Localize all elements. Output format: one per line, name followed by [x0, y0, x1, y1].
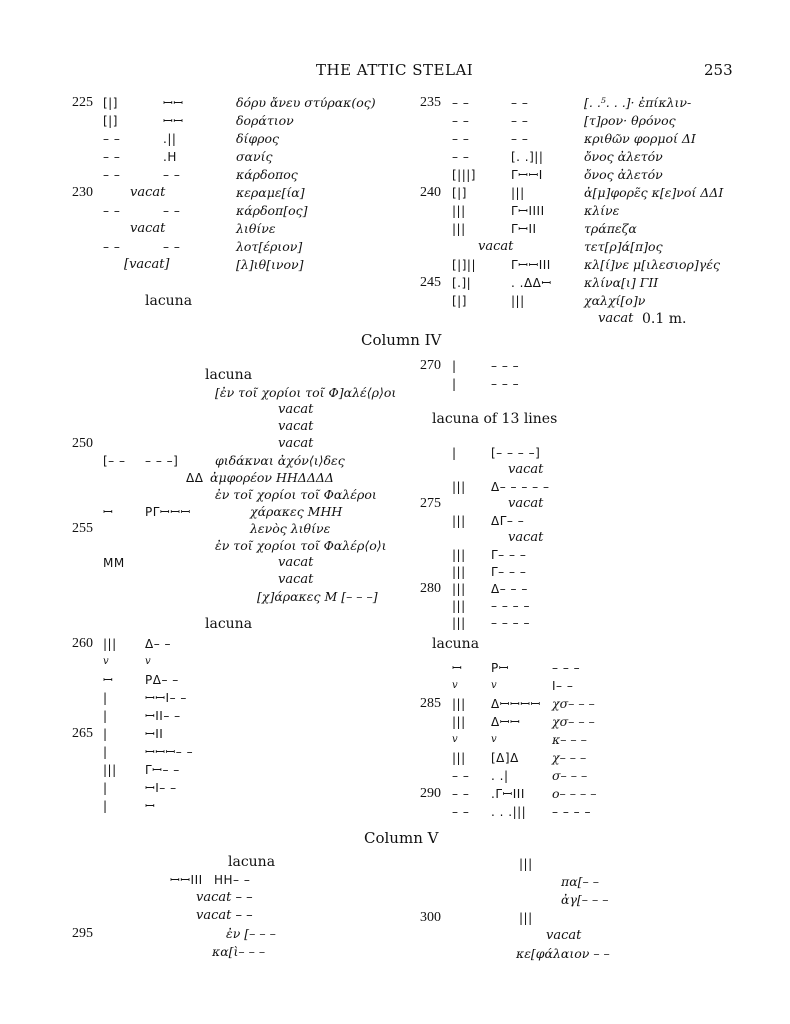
text-line-l14: – –	[103, 168, 121, 182]
text-line-c16: 255	[72, 521, 93, 536]
text-line-d3: – – –	[491, 359, 520, 373]
text-line-c34: ꟷII– –	[145, 709, 181, 723]
text-line-l23: vacat	[130, 221, 166, 236]
text-line-d17: |||	[452, 548, 466, 562]
text-line-f4: 300	[420, 910, 441, 925]
text-line-l21: – –	[163, 204, 181, 218]
text-line-r29: [|]||	[452, 258, 476, 272]
text-line-d26: |||	[452, 616, 466, 630]
text-line-f6: vacat	[546, 928, 582, 943]
text-line-d41: χσ– – –	[552, 714, 595, 729]
text-line-e6: 295	[72, 926, 93, 941]
text-line-c31: |	[103, 691, 108, 705]
text-line-e4: vacat – –	[196, 890, 253, 905]
text-line-c12: ἐν τοῖ χορίοι τοῖ Φαλέροι	[215, 487, 377, 502]
text-line-r5: – –	[452, 114, 470, 128]
text-line-c45: ꟷ	[145, 799, 156, 813]
text-line-c26: Δ– –	[145, 637, 172, 651]
text-line-f3: ἀγ[– – –	[561, 892, 609, 907]
text-line-d5: – – –	[491, 377, 520, 391]
text-line-r19: |||	[511, 186, 525, 200]
text-line-d13: vacat	[508, 496, 544, 511]
text-line-c11: ἀμφορέον ΗΗΔΔΔΔ	[210, 470, 334, 485]
text-line-c30: ΡΔ– –	[145, 673, 179, 687]
text-line-d6: lacuna of 13 lines	[432, 411, 558, 427]
text-line-c18: ἐν τοῖ χορίοι τοῖ Φαλέρ⟨ο⟩ι	[215, 538, 387, 553]
text-line-l1: 225	[72, 95, 93, 110]
text-line-d42: v	[452, 734, 458, 745]
text-line-d24: |||	[452, 599, 466, 613]
text-line-c13: ꟷ	[103, 505, 114, 519]
text-line-c35: 265	[72, 726, 93, 741]
text-line-c29: ꟷ	[103, 673, 114, 687]
text-line-r6: – –	[511, 114, 529, 128]
text-line-r11: – –	[452, 150, 470, 164]
text-line-d30: Ρꟷ	[491, 661, 510, 675]
text-line-d34: I– –	[552, 679, 574, 693]
text-line-d38: χσ– – –	[552, 696, 595, 711]
text-line-c2: [ἐν τοῖ χορίοι τοῖ Φ]αλέ⟨ρ⟩οι	[215, 385, 397, 400]
text-line-d12: 275	[420, 496, 441, 511]
text-line-d45: |||	[452, 751, 466, 765]
text-line-r37: |||	[511, 294, 525, 308]
text-line-d56: . . .|||	[491, 805, 527, 819]
text-line-r24: |||	[452, 222, 466, 236]
text-line-f5: |||	[519, 911, 533, 925]
text-line-f2: πα[– –	[561, 874, 600, 889]
text-line-r30: ΓꟷꟷIII	[511, 258, 551, 272]
text-line-d18: Γ– – –	[491, 548, 527, 562]
text-line-l24: λιθίνε	[236, 221, 276, 236]
text-line-d27: – – – –	[491, 616, 530, 630]
text-line-r28: τετ[ρ]ά[π]ος	[584, 239, 663, 254]
text-line-l9: .||	[163, 132, 177, 146]
text-line-d33: v	[491, 680, 497, 691]
text-line-c32: ꟷꟷI– –	[145, 691, 187, 705]
text-line-c4: vacat	[278, 419, 314, 434]
text-line-l19: κεραμε[ία]	[236, 185, 305, 200]
text-line-d21: 280	[420, 581, 441, 596]
text-line-r22: ΓꟷIIII	[511, 204, 545, 218]
text-line-r14: [|||]	[452, 168, 476, 182]
text-line-f1: |||	[519, 857, 533, 871]
text-line-r2: – –	[452, 96, 470, 110]
text-line-r15: ΓꟷꟷI	[511, 168, 543, 182]
text-line-r34: . .ΔΔꟷ	[511, 276, 552, 290]
text-line-d14: |||	[452, 514, 466, 528]
text-line-c10: ΔΔ	[186, 471, 204, 485]
text-line-d44: κ– – –	[552, 732, 587, 747]
text-line-l8: – –	[103, 132, 121, 146]
text-line-r4: [. .⁵. . .]· ἐπίκλιν-	[584, 95, 692, 110]
text-line-f7: κε[φάλαιον – –	[516, 946, 610, 961]
text-line-d49: . .|	[491, 769, 509, 783]
text-line-l25: – –	[103, 240, 121, 254]
text-line-r39: vacat	[598, 311, 634, 326]
text-line-d36: |||	[452, 697, 466, 711]
text-line-e5: vacat – –	[196, 908, 253, 923]
text-line-d15: ΔΓ– –	[491, 514, 525, 528]
text-line-d57: – – – –	[552, 805, 591, 819]
text-line-c37: ꟷII	[145, 727, 164, 741]
text-line-e7: ἐν [– – –	[226, 926, 276, 941]
text-line-d11: Δ– – – – –	[491, 480, 550, 494]
text-line-e8: κα[ὶ– – –	[212, 944, 266, 959]
text-line-r26: τράπεζα	[584, 221, 637, 236]
page-number: 253	[704, 61, 733, 79]
text-line-d8: [– – – –]	[491, 446, 541, 460]
text-line-c19: ΜΜ	[103, 556, 125, 570]
text-line-l11: – –	[103, 150, 121, 164]
text-line-l18: vacat	[130, 185, 166, 200]
column-iv-heading: Column IV	[361, 331, 442, 349]
text-line-c3: vacat	[278, 402, 314, 417]
text-line-c22: [χ]άρακες Μ [– – –]	[257, 589, 378, 604]
text-line-l6: ꟷꟷ	[163, 114, 184, 128]
text-line-c28: v	[145, 656, 151, 667]
text-line-r13: ὄνος ἀλετόν	[584, 149, 663, 164]
text-line-e1: lacuna	[228, 854, 276, 870]
text-line-r33: [.]|	[452, 276, 472, 290]
text-line-c43: ꟷI– –	[145, 781, 177, 795]
text-line-l15: – –	[163, 168, 181, 182]
text-line-d1: 270	[420, 358, 441, 373]
text-line-e3: HH– –	[214, 873, 251, 887]
text-line-d20: Γ– – –	[491, 565, 527, 579]
text-line-d46: [Δ]Δ	[491, 751, 519, 765]
text-line-c40: |||	[103, 763, 117, 777]
text-line-r35: κλίνα[ι] ΓΙΙ	[584, 275, 659, 290]
text-line-d50: σ– – –	[552, 768, 588, 783]
text-line-l28: [vacat]	[124, 257, 170, 272]
text-line-r38: χαλχί[ο]ν	[584, 293, 646, 308]
text-line-c21: vacat	[278, 572, 314, 587]
text-line-e2: ꟷꟷIII	[170, 873, 203, 887]
text-line-d43: v	[491, 734, 497, 745]
text-line-d7: |	[452, 446, 457, 460]
text-line-c9: φιδάκναι ἀχόν⟨ι⟩δες	[215, 453, 345, 468]
text-line-c8: – – –]	[145, 454, 179, 468]
text-line-l17: 230	[72, 185, 93, 200]
text-line-l26: – –	[163, 240, 181, 254]
text-line-r40: 0.1 m.	[642, 311, 687, 327]
text-line-r1: 235	[420, 95, 441, 110]
text-line-d29: ꟷ	[452, 661, 463, 675]
text-line-d48: – –	[452, 769, 470, 783]
text-line-l3: ꟷꟷ	[163, 96, 184, 110]
text-line-c7: [– –	[103, 454, 126, 468]
text-line-d51: 290	[420, 786, 441, 801]
column-v-heading: Column V	[364, 829, 439, 847]
text-line-r36: [|]	[452, 294, 467, 308]
text-line-c20: vacat	[278, 555, 314, 570]
text-line-l16: κάρδοπος	[236, 167, 298, 182]
text-line-c33: |	[103, 709, 108, 723]
text-line-d52: – –	[452, 787, 470, 801]
text-line-l30: lacuna	[145, 293, 193, 309]
text-line-d31: – – –	[552, 661, 581, 675]
text-line-r21: |||	[452, 204, 466, 218]
text-line-d19: |||	[452, 565, 466, 579]
text-line-c15: χάρακες ΜΗΗ	[250, 504, 343, 519]
text-line-r3: – –	[511, 96, 529, 110]
text-line-d22: |||	[452, 582, 466, 596]
text-line-c44: |	[103, 799, 108, 813]
text-line-d23: Δ– – –	[491, 582, 528, 596]
text-line-c42: |	[103, 781, 108, 795]
text-line-l5: [|]	[103, 114, 118, 128]
text-line-c25: |||	[103, 637, 117, 651]
text-line-d32: v	[452, 680, 458, 691]
text-line-l12: .H	[163, 150, 177, 164]
text-line-d53: .ΓꟷIII	[491, 787, 525, 801]
text-line-r23: κλίνε	[584, 203, 620, 218]
text-line-d2: |	[452, 359, 457, 373]
text-line-c1: lacuna	[205, 367, 253, 383]
text-line-d39: |||	[452, 715, 466, 729]
text-line-c36: |	[103, 727, 108, 741]
text-line-l7: δοράτιον	[236, 113, 294, 128]
text-line-r27: vacat	[478, 239, 514, 254]
text-line-r25: ΓꟷII	[511, 222, 537, 236]
text-line-r8: – –	[452, 132, 470, 146]
text-line-r18: [|]	[452, 186, 467, 200]
text-line-l27: λοτ[έριον]	[236, 239, 303, 254]
text-line-d16: vacat	[508, 530, 544, 545]
text-line-r7: [τ]ρον· θρόνος	[584, 113, 676, 128]
text-line-d47: χ– – –	[552, 750, 587, 765]
text-line-c38: |	[103, 745, 108, 759]
text-line-c6: vacat	[278, 436, 314, 451]
text-line-d40: Δꟷꟷ	[491, 715, 521, 729]
text-line-c5: 250	[72, 436, 93, 451]
text-line-r12: [. .]||	[511, 150, 544, 164]
text-line-l2: [|]	[103, 96, 118, 110]
text-line-r16: ὄνος ἀλετόν	[584, 167, 663, 182]
text-line-r9: – –	[511, 132, 529, 146]
text-line-c17: λενὸς λιθίνε	[250, 521, 331, 536]
text-line-d4: |	[452, 377, 457, 391]
text-line-l20: – –	[103, 204, 121, 218]
running-header-title: THE ATTIC STELAI	[316, 61, 474, 79]
text-line-l13: σανίς	[236, 149, 273, 164]
text-line-r10: κριθῶν φορμοί ΔΙ	[584, 131, 696, 146]
text-line-r31: κλ[ί]νε μ[ιλεσιορ]γές	[584, 257, 720, 272]
text-line-c14: ΡΓꟷꟷꟷ	[145, 505, 191, 519]
text-line-l29: [λ]ιθ[ινον]	[236, 257, 304, 272]
text-line-d55: – –	[452, 805, 470, 819]
text-line-r32: 245	[420, 275, 441, 290]
text-line-l10: δίφρος	[236, 131, 280, 146]
text-line-c24: 260	[72, 636, 93, 651]
text-line-r17: 240	[420, 185, 441, 200]
text-line-d54: ο– – – –	[552, 786, 597, 801]
text-line-c23: lacuna	[205, 616, 253, 632]
text-line-c39: ꟷꟷꟷ– –	[145, 745, 194, 759]
text-line-d37: Δꟷꟷꟷꟷ	[491, 697, 541, 711]
text-line-l22: κάρδοπ[ος]	[236, 203, 308, 218]
text-line-d25: – – – –	[491, 599, 530, 613]
text-line-c27: v	[103, 656, 109, 667]
text-line-r20: ἀ[μ]φορε̃ς κ[ε]νοί ΔΔΙ	[584, 185, 724, 200]
text-line-c41: Γꟷ– –	[145, 763, 180, 777]
text-line-d10: |||	[452, 480, 466, 494]
text-line-d28: lacuna	[432, 636, 480, 652]
text-line-l4: δόρυ ἄνευ στύρακ(ος)	[236, 95, 376, 110]
text-line-d35: 285	[420, 696, 441, 711]
text-line-d9: vacat	[508, 462, 544, 477]
